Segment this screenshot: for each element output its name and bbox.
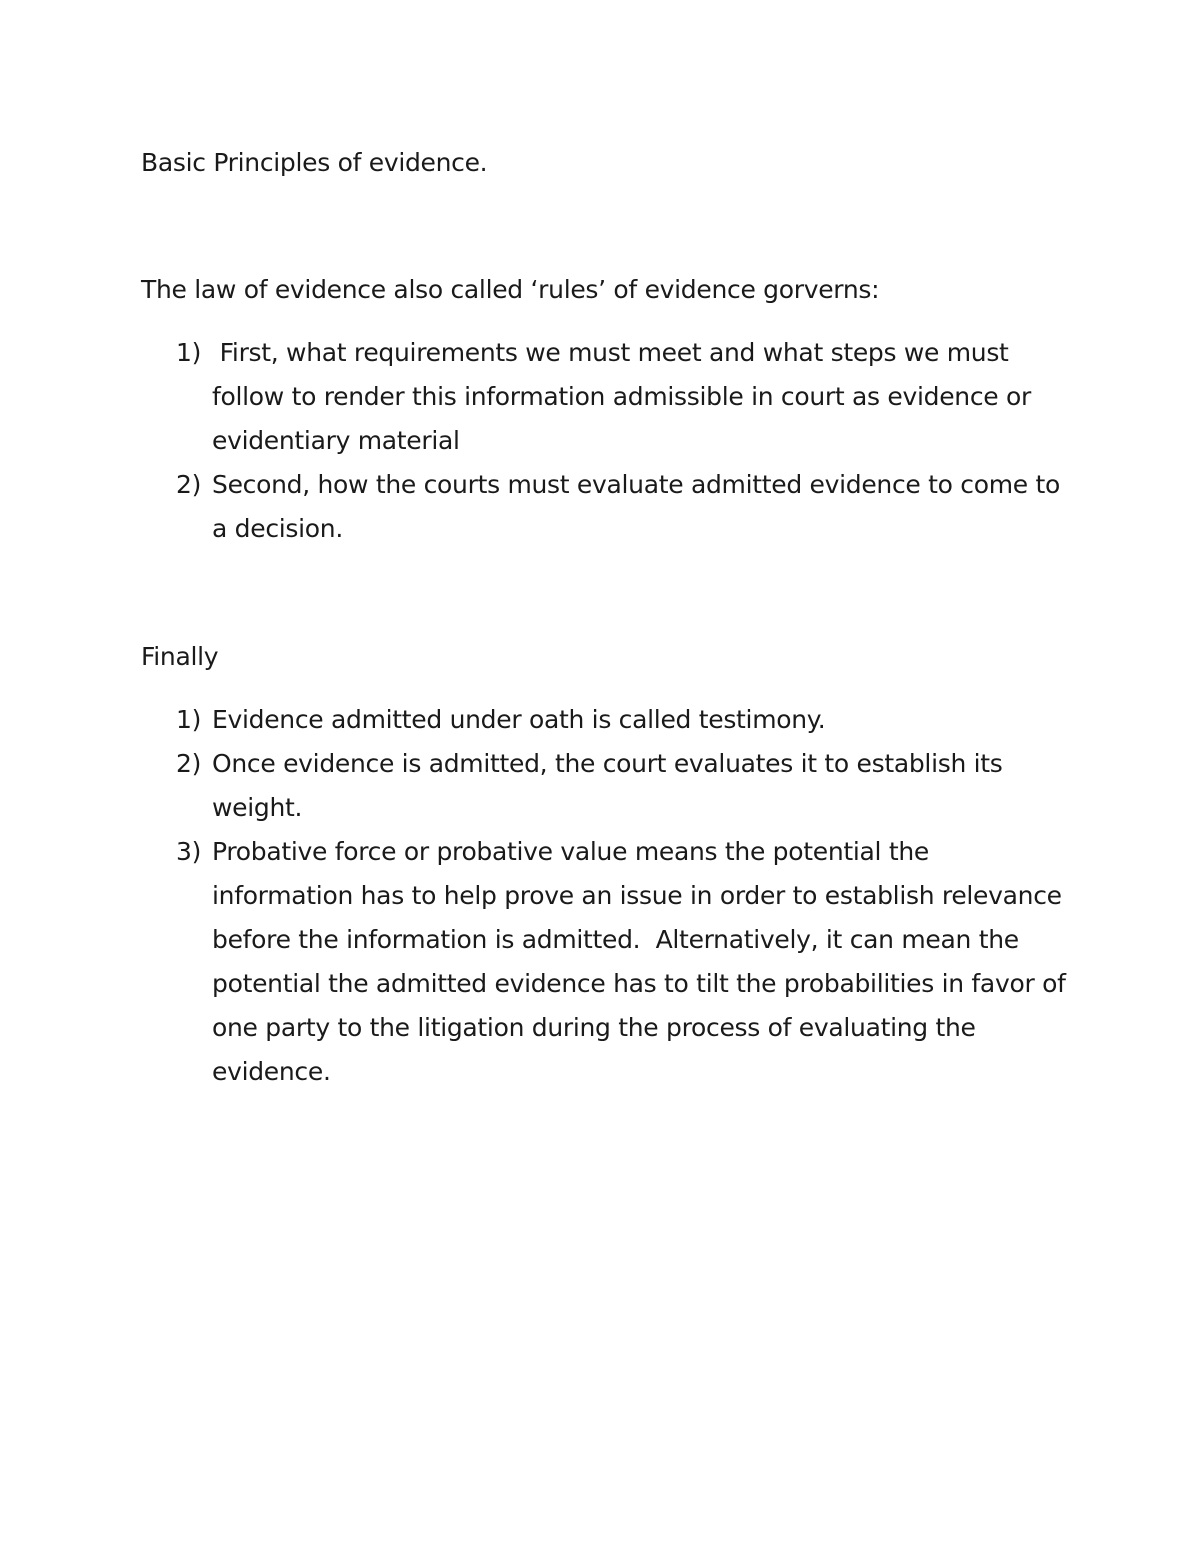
second-numbered-list [141, 698, 1074, 1094]
list-item-text: Once evidence is admitted, the court evaluates it to establish its weight. [212, 749, 1003, 822]
list-item-number: 2) [176, 749, 202, 778]
intro-paragraph: The law of evidence also called ‘rules’ of evidence gorverns: [141, 275, 880, 304]
list-item [141, 331, 1071, 463]
list-item-text: Second, how the courts must evaluate admitted evidence to come to a decision. [212, 470, 1060, 543]
list-item [141, 830, 1074, 1094]
list-item-number: 1) [176, 705, 202, 734]
list-item-number: 3) [176, 837, 202, 866]
first-numbered-list [141, 331, 1071, 551]
list-item-text: Probative force or probative value means the potential the information has to help prove an issue in order to establish relevance before the information is admitted. Alternatively, it can mean the potential the admitted evidence has to tilt the probabilities in favor of one party to the litigation during the process of evaluating the evidence. [212, 837, 1074, 1086]
list-item [141, 698, 1071, 742]
list-item-number: 2) [176, 470, 202, 499]
finally-heading: Finally [141, 642, 219, 671]
document-title: Basic Principles of evidence. [141, 148, 488, 177]
list-item-number: 1) [176, 338, 202, 367]
list-item [141, 463, 1071, 551]
list-item [141, 742, 1071, 830]
list-item-text: First, what requirements we must meet and what steps we must follow to render this information admissible in court as evidence or evidentiary material [212, 338, 1039, 455]
list-item-text: Evidence admitted under oath is called testimony. [212, 705, 826, 734]
